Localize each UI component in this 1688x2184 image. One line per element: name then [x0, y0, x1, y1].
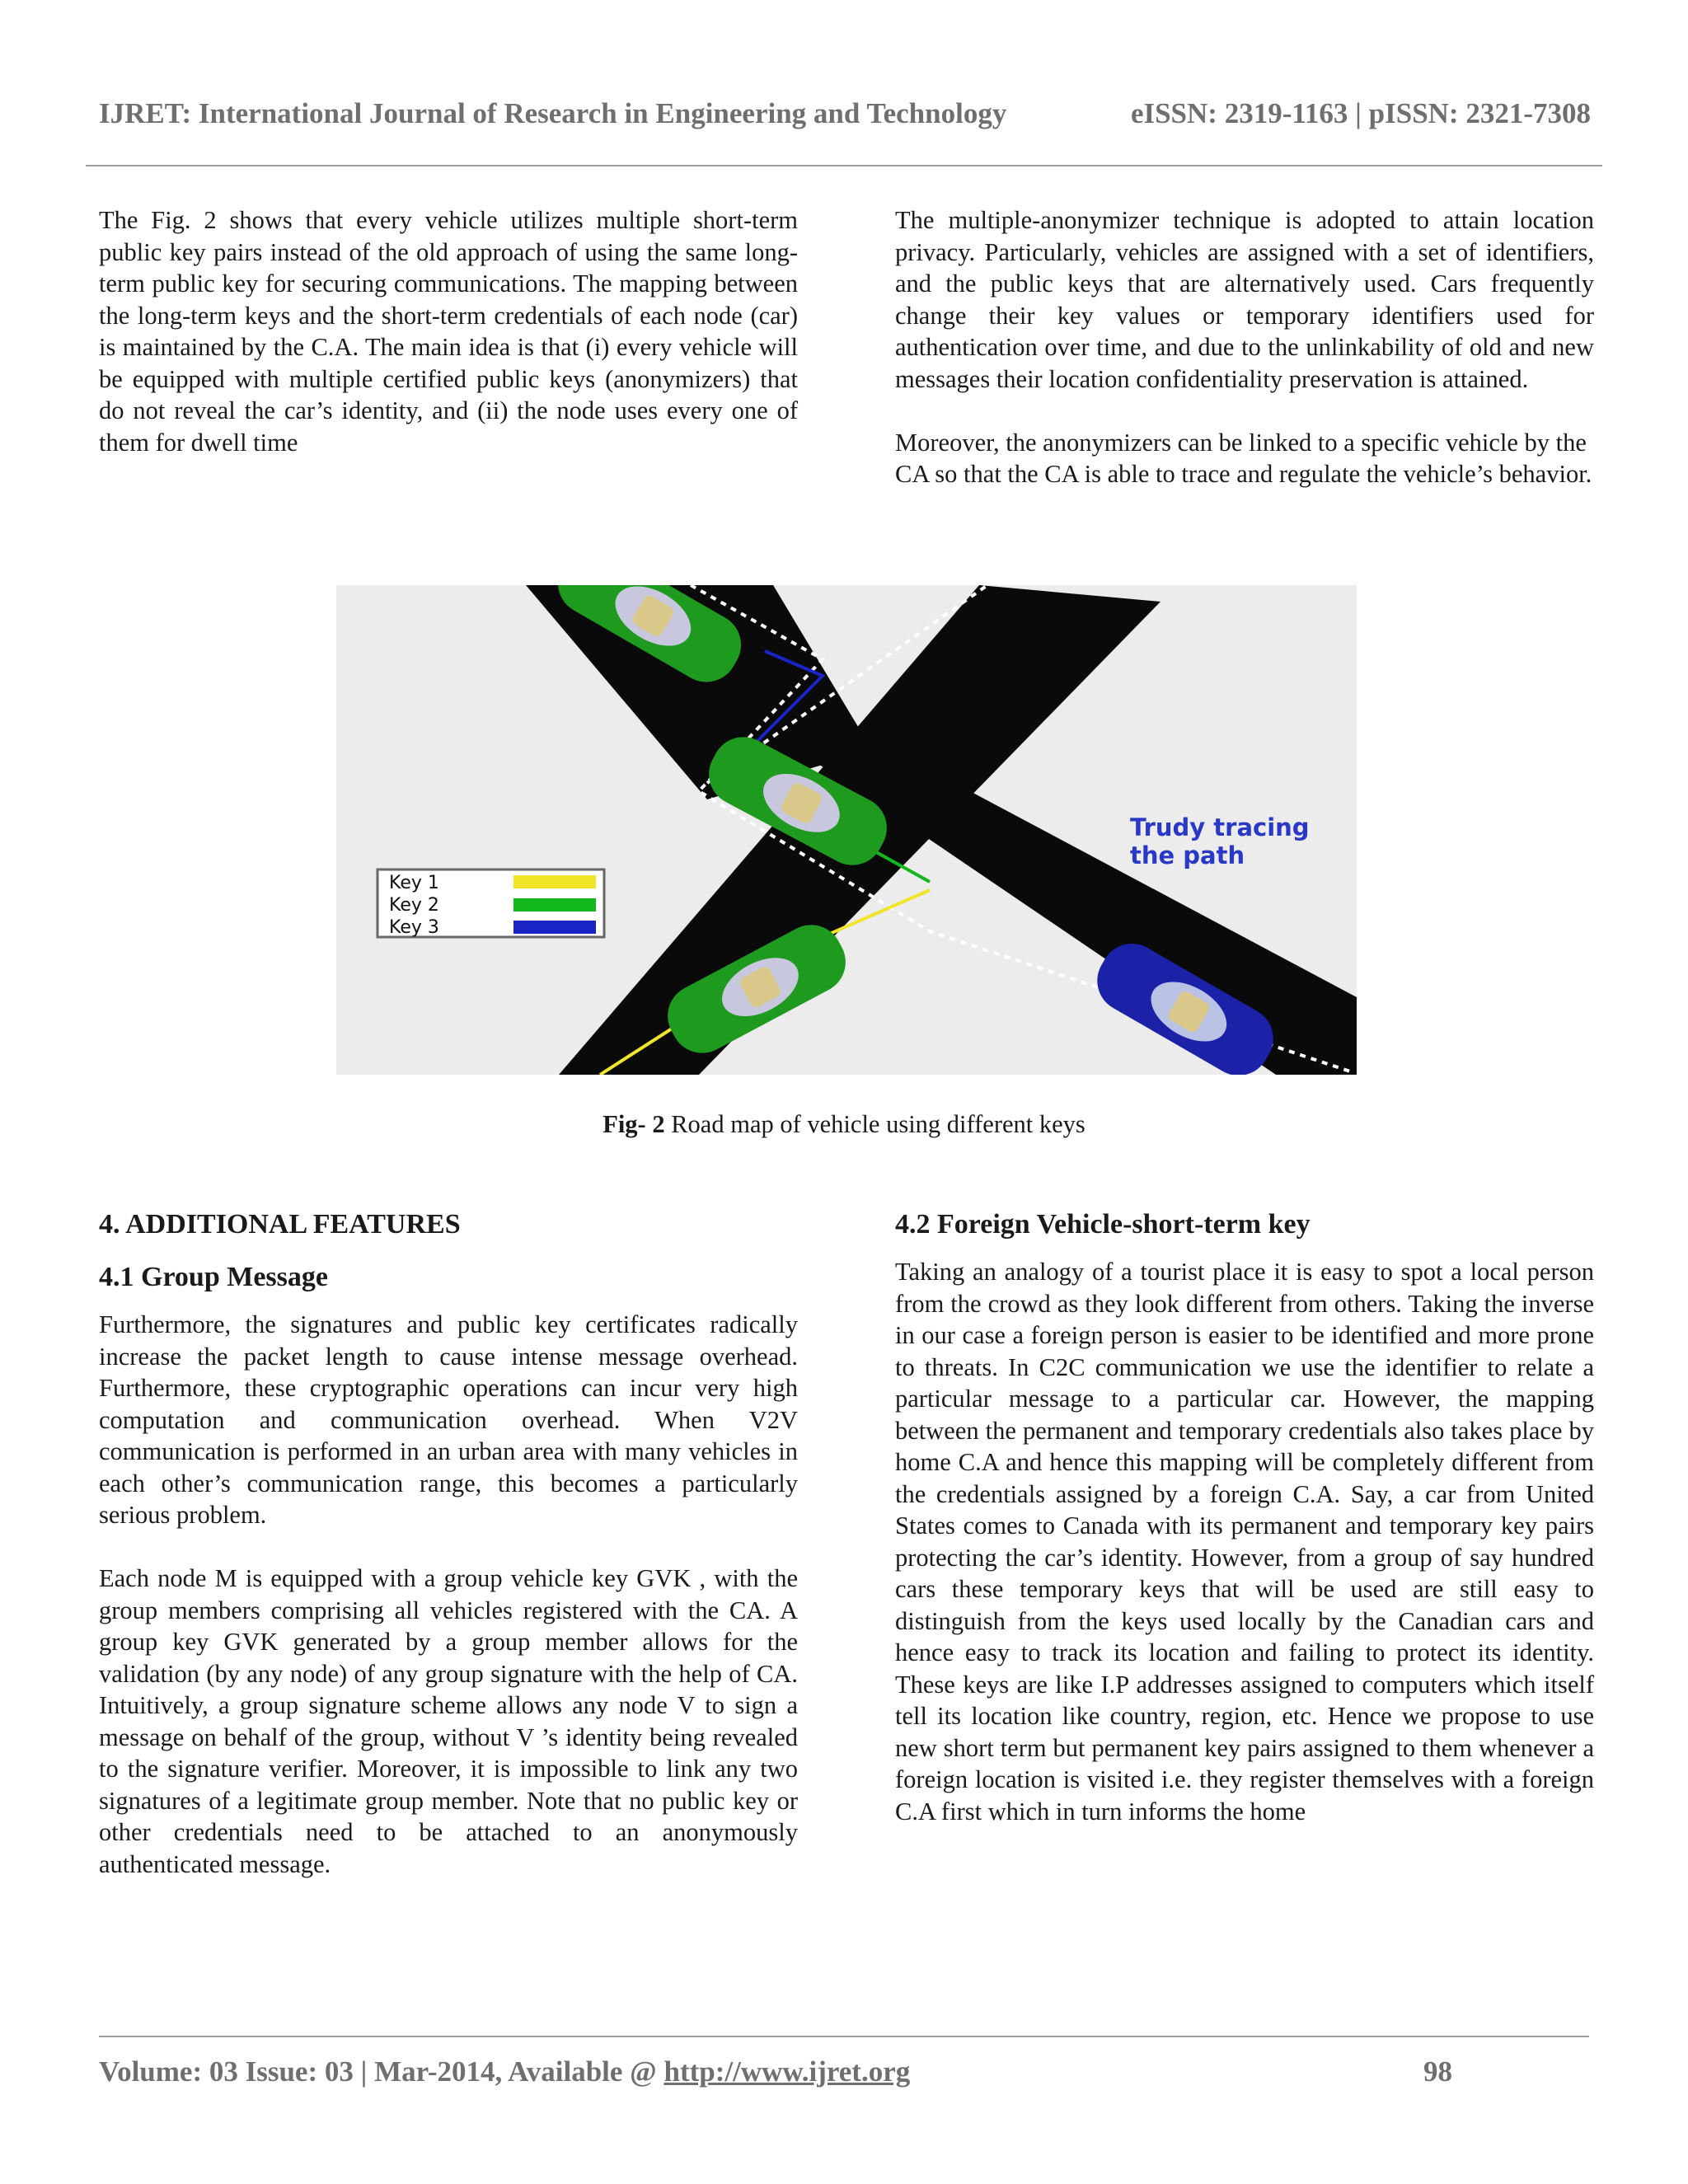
journal-title: IJRET: International Journal of Research in Engineering and Technology — [99, 97, 1007, 129]
legend-key2-label: Key 2 — [389, 895, 439, 916]
legend — [377, 869, 604, 938]
header-rule — [86, 165, 1602, 166]
intro-right-paragraph-1: The multiple-anonymizer technique is adopted to attain location privacy. Particularly, vehicles are assigned with a set of identifiers, and the public keys that are alternatively used. Cars frequently change their key values or temporary identifiers used for authentication over time, and due to the unlinkability of old and new messages their location confidentiality preservation is attained. — [895, 206, 1594, 393]
road-right-branch — [798, 717, 1357, 1075]
group-message-paragraph-1: Furthermore, the signatures and public key certificates radically increase the packet length to cause intense message overhead. Furthermore, these cryptographic operations can incur very high computation and communication overhead. When V2V communication is performed in an urban area with many vehicles in each other’s communication range, this becomes a particularly serious problem. — [99, 1310, 798, 1529]
legend-key2-swatch — [513, 898, 596, 912]
section4-right-column — [895, 1208, 1594, 1827]
road-map-illustration — [336, 585, 1357, 1075]
journal-link[interactable]: http://www.ijret.org — [663, 2055, 911, 2088]
legend-key1-label: Key 1 — [389, 873, 439, 893]
trudy-annotation-line-1: Trudy tracing — [1130, 813, 1310, 841]
foreign-vehicle-paragraph: Taking an analogy of a tourist place it is easy to spot a local person from the crowd as they look different from others. Taking the inverse in our case a foreign person is easier to be identified and more prone to threats. In C2C communication we use the identifier to relate a particular message to a particular car. However, the mapping between the permanent and temporary credentials also takes place by home C.A and hence this mapping will be completely different from the credentials assigned by a foreign C.A. Say, a car from United States comes to Canada with its permanent and temporary key pairs protecting the car’s identity. However, from a group of say hundred cars these temporary keys that will be used are still easy to distinguish from the keys used locally by the Canadian cars and hence easy to track its location and failing to protect its identity. These keys are like I.P addresses assigned to computers which itself tell its location like country, region, etc. Hence we propose to use new short term but permanent key pairs assigned to them whenever a foreign location is visited i.e. they register themselves with a foreign C.A first which in turn informs the home — [895, 1258, 1594, 1825]
subsection-heading-foreign-vehicle: 4.2 Foreign Vehicle-short-term key — [895, 1209, 1311, 1240]
figure-caption — [0, 1110, 1688, 1139]
legend-key3-swatch — [513, 921, 596, 934]
journal-issn: eISSN: 2319-1163 | pISSN: 2321-7308 — [1130, 97, 1591, 129]
running-footer — [99, 2055, 1467, 2088]
intro-right-column — [895, 204, 1594, 490]
trudy-annotation-line-2: the path — [1130, 841, 1245, 869]
footer-volume: Volume: 03 Issue: 03 | Mar-2014, Available @ — [99, 2055, 664, 2088]
caption-text: Road map of vehicle using different keys — [664, 1110, 1085, 1138]
intro-left-column — [99, 204, 798, 458]
intro-left-paragraph: The Fig. 2 shows that every vehicle utilizes multiple short-term public key pairs instead of the old approach of using the same long-term public key for securing communications. The mapping between the long-term keys and the short-term credentials of each node (car) is maintained by the C.A. The main idea is that (i) every vehicle will be equipped with multiple certified public keys (anonymizers) that do not reveal the car’s identity, and (ii) the node uses every one of them for dwell time — [99, 206, 798, 457]
caption-label: Fig- 2 — [603, 1110, 665, 1138]
subsection-heading-group-message: 4.1 Group Message — [99, 1262, 328, 1292]
road-map-figure — [336, 585, 1357, 1075]
legend-key3-label: Key 3 — [389, 917, 439, 938]
footer-rule — [99, 2036, 1589, 2037]
legend-key1-swatch — [513, 875, 596, 888]
running-header — [99, 97, 1591, 130]
section-heading: 4. ADDITIONAL FEATURES — [99, 1209, 461, 1240]
page-number: 98 — [1423, 2055, 1452, 2088]
section4-left-column — [99, 1208, 798, 1880]
intro-right-paragraph-2: Moreover, the anonymizers can be linked to a specific vehicle by the CA so that the CA is able to trace and regulate the vehicle’s behavior. — [895, 428, 1592, 488]
group-message-paragraph-2: Each node M is equipped with a group vehicle key GVK , with the group members comprising all vehicles registered with the CA. A group key GVK generated by a group member allows for the validation (by any node) of any group signature with the help of CA. Intuitively, a group signature scheme allows any node V to sign a message on behalf of the group, without V ’s identity being revealed to the signature verifier. Moreover, it is impossible to link any two signatures of a legitimate group member. Note that no public key or other credentials need to be attached to an anonymously authenticated message. — [99, 1564, 798, 1878]
